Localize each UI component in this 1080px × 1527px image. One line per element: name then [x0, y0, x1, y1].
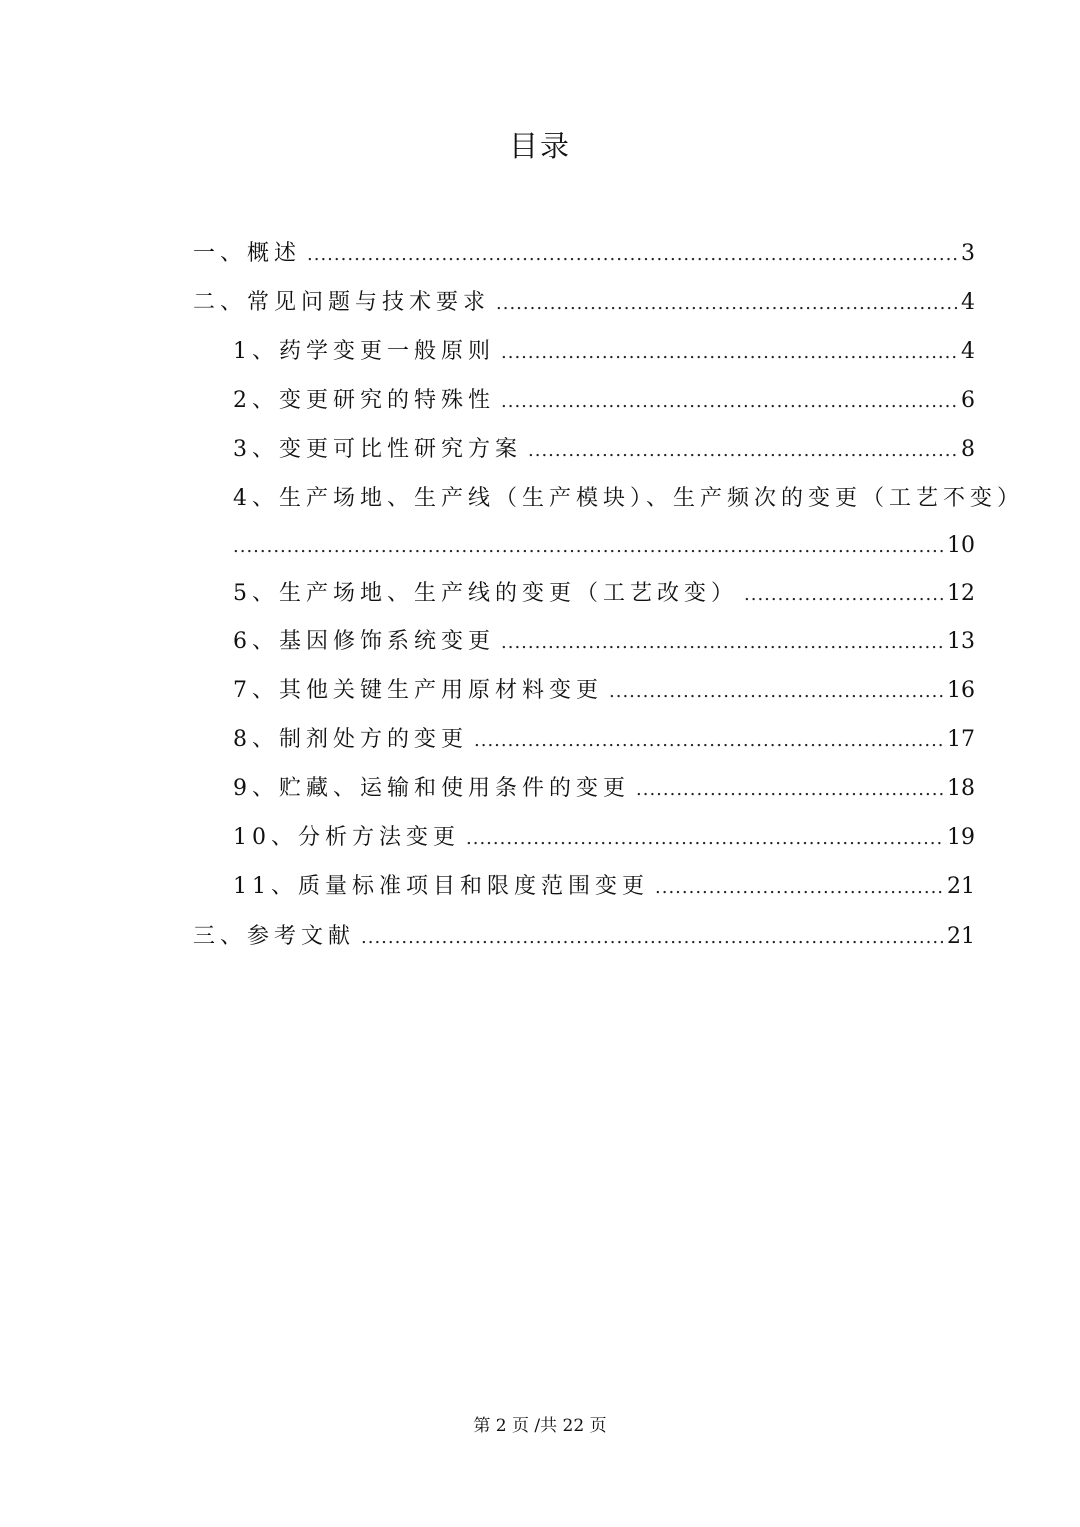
toc-page-number: 10 — [947, 533, 975, 558]
toc-entry-7[interactable] — [233, 673, 975, 709]
dot-leader — [501, 625, 943, 661]
toc-entry-3[interactable] — [233, 432, 975, 468]
toc-page-number: 17 — [947, 727, 975, 752]
toc-page-number: 21 — [947, 924, 975, 949]
dot-leader — [361, 920, 943, 956]
dot-leader — [466, 821, 943, 857]
dot-leader — [609, 674, 943, 710]
toc-page-number: 21 — [947, 874, 975, 899]
toc-page-number: 3 — [961, 241, 975, 266]
dot-leader — [501, 335, 957, 371]
dot-leader — [233, 529, 943, 565]
toc-page-number: 4 — [961, 290, 975, 315]
toc-entry-label: 2、变更研究的特殊性 — [233, 388, 495, 413]
toc-entry-label: 7、其他关键生产用原材料变更 — [233, 678, 603, 703]
toc-entry-4-label[interactable]: 4、生产场地、生产线（生产模块）、生产频次的变更（工艺不变） — [233, 486, 1024, 511]
toc-entry-8[interactable] — [233, 722, 975, 758]
toc-page-number: 18 — [947, 776, 975, 801]
toc-entry-4-leader[interactable] — [233, 528, 975, 564]
dot-leader — [655, 870, 943, 906]
toc-entry-11[interactable] — [233, 869, 975, 905]
dot-leader — [496, 286, 957, 322]
dot-leader — [501, 384, 957, 420]
toc-entry-1[interactable] — [233, 334, 975, 370]
toc-entry-10[interactable] — [233, 820, 975, 856]
toc-page-number: 4 — [961, 339, 975, 364]
dot-leader — [636, 772, 943, 808]
page-footer: 第 2 页 /共 22 页 — [473, 1416, 607, 1436]
page-title: 目录 — [508, 129, 571, 163]
dot-leader — [307, 237, 957, 273]
toc-entry-label: 6、基因修饰系统变更 — [233, 629, 495, 654]
toc-entry-9[interactable] — [233, 771, 975, 807]
toc-entry-overview[interactable] — [193, 236, 975, 272]
toc-entry-6[interactable] — [233, 624, 975, 660]
toc-entry-label: 二、常见问题与技术要求 — [193, 290, 491, 315]
toc-entry-label: 10、分析方法变更 — [233, 825, 460, 850]
toc-entry-label: 8、制剂处方的变更 — [233, 727, 468, 752]
toc-page-number: 12 — [947, 581, 975, 606]
toc-entry-issues[interactable] — [193, 285, 975, 321]
toc-entry-label: 三、参考文献 — [193, 924, 356, 949]
toc-entry-label: 11、质量标准项目和限度范围变更 — [233, 874, 649, 899]
toc-page-number: 19 — [947, 825, 975, 850]
dot-leader — [474, 723, 943, 759]
toc-page-number: 13 — [947, 629, 975, 654]
toc-entry-label: 9、贮藏、运输和使用条件的变更 — [233, 776, 630, 801]
toc-entry-label: 3、变更可比性研究方案 — [233, 437, 522, 462]
toc-page-number: 6 — [961, 388, 975, 413]
toc-entry-5[interactable] — [233, 576, 975, 612]
toc-page-number: 16 — [947, 678, 975, 703]
dot-leader — [744, 577, 943, 613]
toc-page-number: 8 — [961, 437, 975, 462]
toc-entry-label: 1、药学变更一般原则 — [233, 339, 495, 364]
toc-entry-label: 一、概述 — [193, 241, 302, 266]
toc-entry-references[interactable] — [193, 919, 975, 955]
toc-entry-2[interactable] — [233, 383, 975, 419]
toc-entry-label: 5、生产场地、生产线的变更（工艺改变） — [233, 581, 738, 606]
dot-leader — [528, 433, 957, 469]
